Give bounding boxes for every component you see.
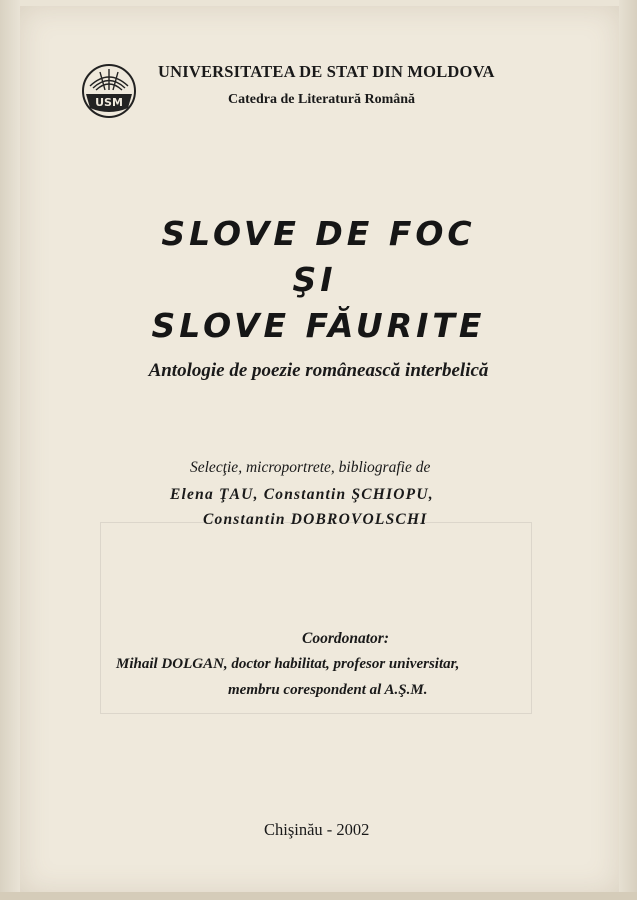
page-edge <box>619 0 637 900</box>
imprint-place-year: Chişinău - 2002 <box>264 820 370 839</box>
title-line-3: SLOVE FĂURITE <box>151 306 486 345</box>
coordinator-role: membru corespondent al A.Ş.M. <box>228 682 428 698</box>
coordinator-label: Coordonator: <box>302 630 389 647</box>
coordinator-name: Mihail DOLGAN, doctor habilitat, profesor universitar, <box>116 656 460 672</box>
authors-line-1: Elena ŢAU, Constantin ŞCHIOPU, <box>170 486 434 503</box>
svg-text:USM: USM <box>95 96 123 109</box>
authors-line-2: Constantin DOBROVOLSCHI <box>203 511 428 528</box>
page-bottom-edge <box>0 892 637 900</box>
university-name: UNIVERSITATEA DE STAT DIN MOLDOVA <box>158 62 495 81</box>
book-binding <box>0 0 20 900</box>
department-name: Catedra de Literatură Română <box>228 92 416 107</box>
usm-logo-icon <box>80 64 138 118</box>
title-line-1: SLOVE DE FOC <box>161 214 476 253</box>
title-line-2: ŞI <box>292 260 337 299</box>
title-page-sheet <box>20 6 620 894</box>
selection-credit: Selecţie, microportrete, bibliografie de <box>190 459 431 476</box>
subtitle: Antologie de poezie românească interbelică <box>148 360 489 381</box>
